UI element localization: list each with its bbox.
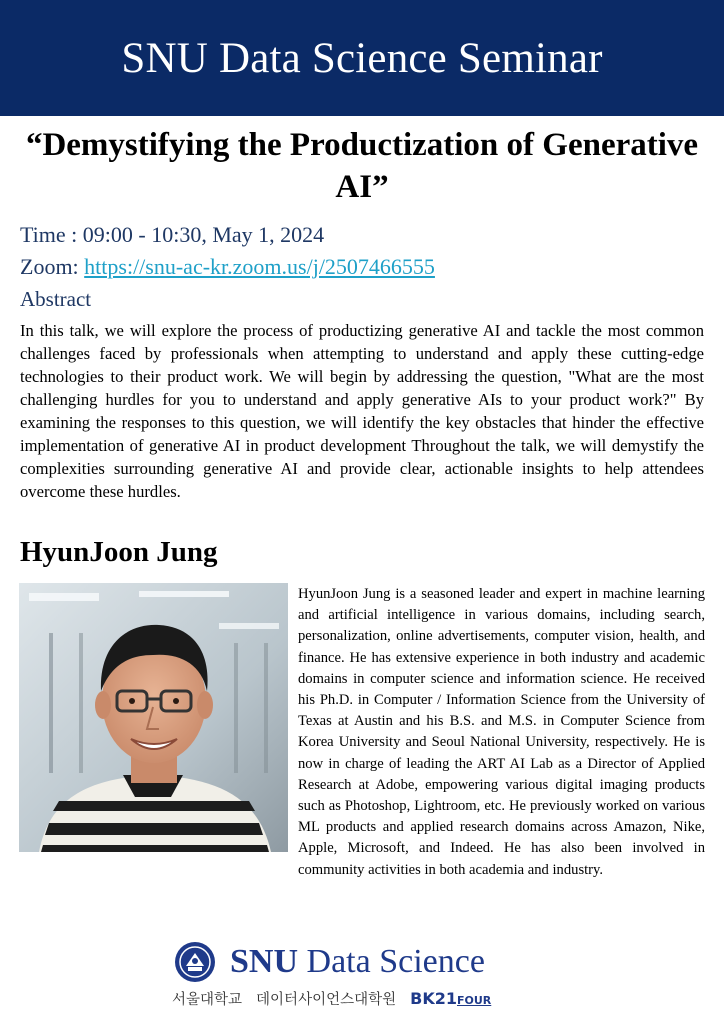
snu-seal-icon <box>174 941 216 983</box>
zoom-label: Zoom: <box>20 254 85 279</box>
footer-data-science: Data Science <box>298 943 485 980</box>
zoom-line <box>20 254 435 280</box>
footer-brand <box>230 943 485 981</box>
abstract-heading: Abstract <box>20 287 92 311</box>
talk-title: “Demystifying the Productization of Generative AI” <box>25 127 699 205</box>
snu-data-science-logo <box>174 941 534 983</box>
footer-school: 데이터사이언스대학원 <box>256 992 397 1008</box>
zoom-link[interactable]: https://snu-ac-kr.zoom.us/j/2507466555 <box>84 254 435 279</box>
footer-bk21 <box>410 989 491 1008</box>
footer-university: 서울대학교 <box>172 992 243 1008</box>
footer-snu: SNU <box>230 943 299 980</box>
banner-title: SNU Data Science Seminar <box>121 34 603 82</box>
seminar-banner <box>0 0 724 116</box>
speaker-name: HyunJoon Jung <box>20 536 218 568</box>
footer-bk21-main: BK21 <box>410 989 457 1008</box>
footer-affiliations <box>172 988 491 1014</box>
footer-bk21-sub: FOUR <box>456 994 492 1007</box>
speaker-portrait <box>19 583 288 852</box>
abstract-text: In this talk, we will explore the process of productizing generative AI and tackle the most common challenges faced by professionals when attempting to understand and apply these cutting-edge technologies to their product work. We will begin by addressing the question, "What are the most challenging hurdles for you to understand and apply generative AIs to your product work?" By examining the responses to this question, we will identify the key obstacles that hinder the effective implementation of generative AI in product development Throughout the talk, we will demystify the complexities surrounding generative AI and provide clear, actionable insights to help attendees overcome these hurdles. <box>20 321 704 501</box>
speaker-bio: HyunJoon Jung is a seasoned leader and expert in machine learning and artificial intelligence in various domains, including search, personalization, online advertisements, computer vision, health, and finance. He has extensive experience in both industry and academic domains in computer science and information science. He received his Ph.D. in Computer / Information Science from the University of Texas at Austin and his B.S. and M.S. in Computer Science from Korea University and Seoul National University, respectively. He is now in charge of leading the ART AI Lab as a Director of Applied Research at Adobe, empowering various digital imaging products such as Photoshop, Lightroom, etc. He previously worked on various ML products and applied research domains across Amazon, Nike, Apple, Microsoft, and Indeed. He has also been involved in community activities in both academia and industry. <box>298 586 705 878</box>
talk-time: Time : 09:00 - 10:30, May 1, 2024 <box>20 222 325 247</box>
